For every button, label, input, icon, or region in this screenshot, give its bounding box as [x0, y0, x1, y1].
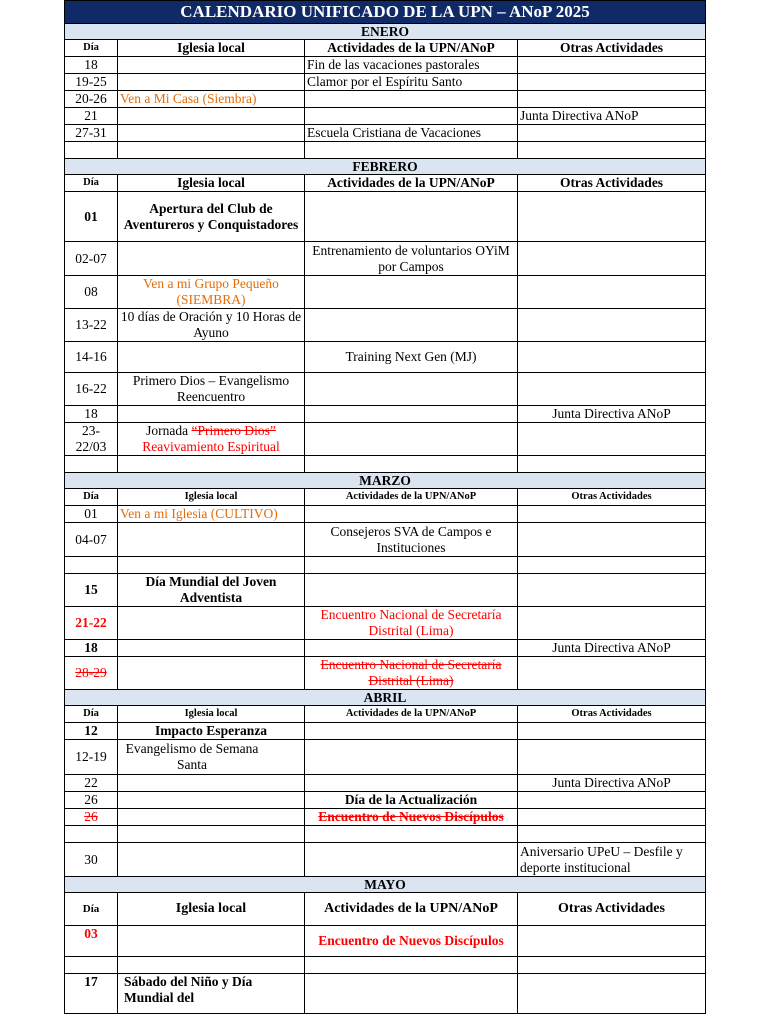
row-iglesia: [118, 843, 305, 877]
column-header-row: [65, 893, 706, 926]
row-day: 19-25: [65, 74, 118, 91]
row-upn: [305, 506, 518, 523]
calendar-table: [64, 0, 706, 1014]
row-day: 14-16: [65, 342, 118, 373]
header-upn: Actividades de la UPN/ANoP: [305, 706, 518, 723]
column-header-row: [65, 175, 706, 192]
row-day: 18: [65, 640, 118, 657]
table-row: [65, 809, 706, 826]
row-upn: Fin de las vacaciones pastorales: [305, 57, 518, 74]
row-iglesia: [118, 342, 305, 373]
row-day: 21-22: [65, 607, 118, 640]
header-iglesia: Iglesia local: [118, 40, 305, 57]
row-iglesia: Ven a mi Grupo Pequeño (SIEMBRA): [118, 276, 305, 309]
row-iglesia: [118, 125, 305, 142]
month-enero: ENERO: [65, 24, 706, 40]
row-otras: [518, 657, 706, 690]
row-otras: [518, 192, 706, 242]
row-otras: [518, 740, 706, 775]
table-row: [65, 373, 706, 406]
table-row: [65, 657, 706, 690]
row-upn: [305, 108, 518, 125]
month-abril: ABRIL: [65, 690, 706, 706]
table-row: [65, 792, 706, 809]
header-iglesia: Iglesia local: [118, 706, 305, 723]
row-otras: Junta Directiva ANoP: [518, 406, 706, 423]
row-upn: [305, 276, 518, 309]
iglesia-suffix: Reavivamiento Espiritual: [142, 439, 280, 454]
row-upn: [305, 843, 518, 877]
row-day: 17: [65, 974, 118, 1014]
row-day: 28-29: [65, 657, 118, 690]
empty-row: [65, 456, 706, 473]
row-otras: [518, 926, 706, 957]
row-upn: Día de la Actualización: [305, 792, 518, 809]
row-iglesia: [118, 657, 305, 690]
row-otras: [518, 125, 706, 142]
month-febrero: FEBRERO: [65, 159, 706, 175]
row-iglesia: [118, 523, 305, 557]
row-day: 12-19: [65, 740, 118, 775]
row-iglesia: Primero Dios – Evangelismo Reencuentro: [118, 373, 305, 406]
row-otras: [518, 423, 706, 456]
header-upn: Actividades de la UPN/ANoP: [305, 489, 518, 506]
row-upn: [305, 192, 518, 242]
row-otras: [518, 523, 706, 557]
header-otras: Otras Actividades: [518, 40, 706, 57]
table-row: [65, 74, 706, 91]
row-day: 21: [65, 108, 118, 125]
header-upn: Actividades de la UPN/ANoP: [305, 893, 518, 926]
document-title: CALENDARIO UNIFICADO DE LA UPN – ANoP 2025: [65, 1, 706, 24]
row-iglesia: 10 días de Oración y 10 Horas de Ayuno: [118, 309, 305, 342]
row-upn: Encuentro Nacional de Secretaría Distrital (Lima): [305, 607, 518, 640]
header-dia: Día: [65, 489, 118, 506]
row-day: 27-31: [65, 125, 118, 142]
header-otras: Otras Actividades: [518, 893, 706, 926]
row-otras: [518, 342, 706, 373]
table-row: [65, 607, 706, 640]
table-row: [65, 843, 706, 877]
row-otras: [518, 57, 706, 74]
column-header-row: [65, 40, 706, 57]
row-upn: Clamor por el Espíritu Santo: [305, 74, 518, 91]
row-upn: Consejeros SVA de Campos e Instituciones: [305, 523, 518, 557]
header-upn: Actividades de la UPN/ANoP: [305, 40, 518, 57]
row-upn: [305, 309, 518, 342]
row-day: 13-22: [65, 309, 118, 342]
row-otras: [518, 74, 706, 91]
struck-text: “Primero Dios”: [191, 423, 276, 438]
empty-row: [65, 826, 706, 843]
row-otras: [518, 723, 706, 740]
header-upn: Actividades de la UPN/ANoP: [305, 175, 518, 192]
column-header-row: [65, 489, 706, 506]
row-upn: [305, 740, 518, 775]
header-iglesia: Iglesia local: [118, 893, 305, 926]
row-iglesia: [118, 108, 305, 125]
row-day: 26: [65, 792, 118, 809]
header-otras: Otras Actividades: [518, 175, 706, 192]
row-upn: [305, 723, 518, 740]
row-day: 08: [65, 276, 118, 309]
row-iglesia: [118, 809, 305, 826]
row-iglesia: [118, 775, 305, 792]
row-upn: [305, 373, 518, 406]
row-otras: [518, 809, 706, 826]
row-otras: Junta Directiva ANoP: [518, 640, 706, 657]
row-otras: [518, 574, 706, 607]
row-day: 23-22/03: [65, 423, 118, 456]
iglesia-prefix: Jornada: [146, 423, 189, 438]
row-upn: [305, 423, 518, 456]
header-dia: Día: [65, 893, 118, 926]
row-day: 16-22: [65, 373, 118, 406]
row-day: 01: [65, 192, 118, 242]
row-otras: [518, 276, 706, 309]
row-iglesia: [118, 74, 305, 91]
row-iglesia: Evangelismo de Semana Santa: [118, 740, 305, 775]
row-iglesia: Día Mundial del Joven Adventista: [118, 574, 305, 607]
row-iglesia: [118, 406, 305, 423]
row-otras: [518, 974, 706, 1014]
table-row: [65, 640, 706, 657]
row-otras: [518, 506, 706, 523]
table-row: [65, 523, 706, 557]
header-dia: Día: [65, 40, 118, 57]
row-otras: Junta Directiva ANoP: [518, 775, 706, 792]
table-row: [65, 108, 706, 125]
table-row: [65, 974, 706, 1014]
header-iglesia: Iglesia local: [118, 489, 305, 506]
table-row: [65, 406, 706, 423]
header-iglesia: Iglesia local: [118, 175, 305, 192]
table-row: [65, 723, 706, 740]
table-row: [65, 192, 706, 242]
row-upn: [305, 91, 518, 108]
row-upn: Entrenamiento de voluntarios OYiM por Campos: [305, 242, 518, 276]
month-mayo: MAYO: [65, 877, 706, 893]
row-day: 04-07: [65, 523, 118, 557]
row-otras: Aniversario UPeU – Desfile y deporte institucional: [518, 843, 706, 877]
row-day: 18: [65, 57, 118, 74]
row-otras: [518, 607, 706, 640]
table-row: [65, 740, 706, 775]
row-day: 18: [65, 406, 118, 423]
row-otras: [518, 309, 706, 342]
row-upn: Training Next Gen (MJ): [305, 342, 518, 373]
month-marzo: MARZO: [65, 473, 706, 489]
table-row: [65, 775, 706, 792]
calendar-document: [64, 0, 705, 1014]
row-day: 02-07: [65, 242, 118, 276]
row-day: 12: [65, 723, 118, 740]
row-upn: [305, 640, 518, 657]
row-iglesia: Apertura del Club de Aventureros y Conquistadores: [118, 192, 305, 242]
row-iglesia: [118, 926, 305, 957]
header-dia: Día: [65, 175, 118, 192]
table-row: [65, 276, 706, 309]
row-day: 01: [65, 506, 118, 523]
row-day: 30: [65, 843, 118, 877]
table-row: [65, 574, 706, 607]
table-row: [65, 342, 706, 373]
row-upn: Encuentro Nacional de Secretaría Distrital (Lima): [305, 657, 518, 690]
column-header-row: [65, 706, 706, 723]
empty-row: [65, 957, 706, 974]
table-row: [65, 309, 706, 342]
row-iglesia: [118, 242, 305, 276]
row-iglesia: [118, 57, 305, 74]
row-iglesia: [118, 640, 305, 657]
row-upn: [305, 974, 518, 1014]
table-row: [65, 506, 706, 523]
header-otras: Otras Actividades: [518, 706, 706, 723]
table-row: [65, 423, 706, 456]
row-day: 03: [65, 926, 118, 957]
row-iglesia: Ven a mi Iglesia (CULTIVO): [118, 506, 305, 523]
table-row: [65, 57, 706, 74]
row-iglesia: [118, 792, 305, 809]
row-iglesia: [118, 607, 305, 640]
table-row: [65, 926, 706, 957]
row-upn: [305, 574, 518, 607]
row-day: 22: [65, 775, 118, 792]
row-iglesia: [118, 423, 305, 456]
row-day: 15: [65, 574, 118, 607]
row-otras: [518, 792, 706, 809]
header-otras: Otras Actividades: [518, 489, 706, 506]
row-upn: Encuentro de Nuevos Discípulos: [305, 809, 518, 826]
row-upn: [305, 775, 518, 792]
row-otras: [518, 373, 706, 406]
header-dia: Día: [65, 706, 118, 723]
row-upn: Escuela Cristiana de Vacaciones: [305, 125, 518, 142]
table-row: [65, 242, 706, 276]
table-row: [65, 125, 706, 142]
table-row: [65, 91, 706, 108]
row-day: 20-26: [65, 91, 118, 108]
row-otras: [518, 242, 706, 276]
row-iglesia: Sábado del Niño y Día Mundial del: [118, 974, 305, 1014]
row-iglesia: Ven a Mi Casa (Siembra): [118, 91, 305, 108]
row-otras: [518, 91, 706, 108]
empty-row: [65, 557, 706, 574]
row-upn: [305, 406, 518, 423]
row-upn: Encuentro de Nuevos Discípulos: [305, 926, 518, 957]
empty-row: [65, 142, 706, 159]
row-day: 26: [65, 809, 118, 826]
row-iglesia: Impacto Esperanza: [118, 723, 305, 740]
row-otras: Junta Directiva ANoP: [518, 108, 706, 125]
